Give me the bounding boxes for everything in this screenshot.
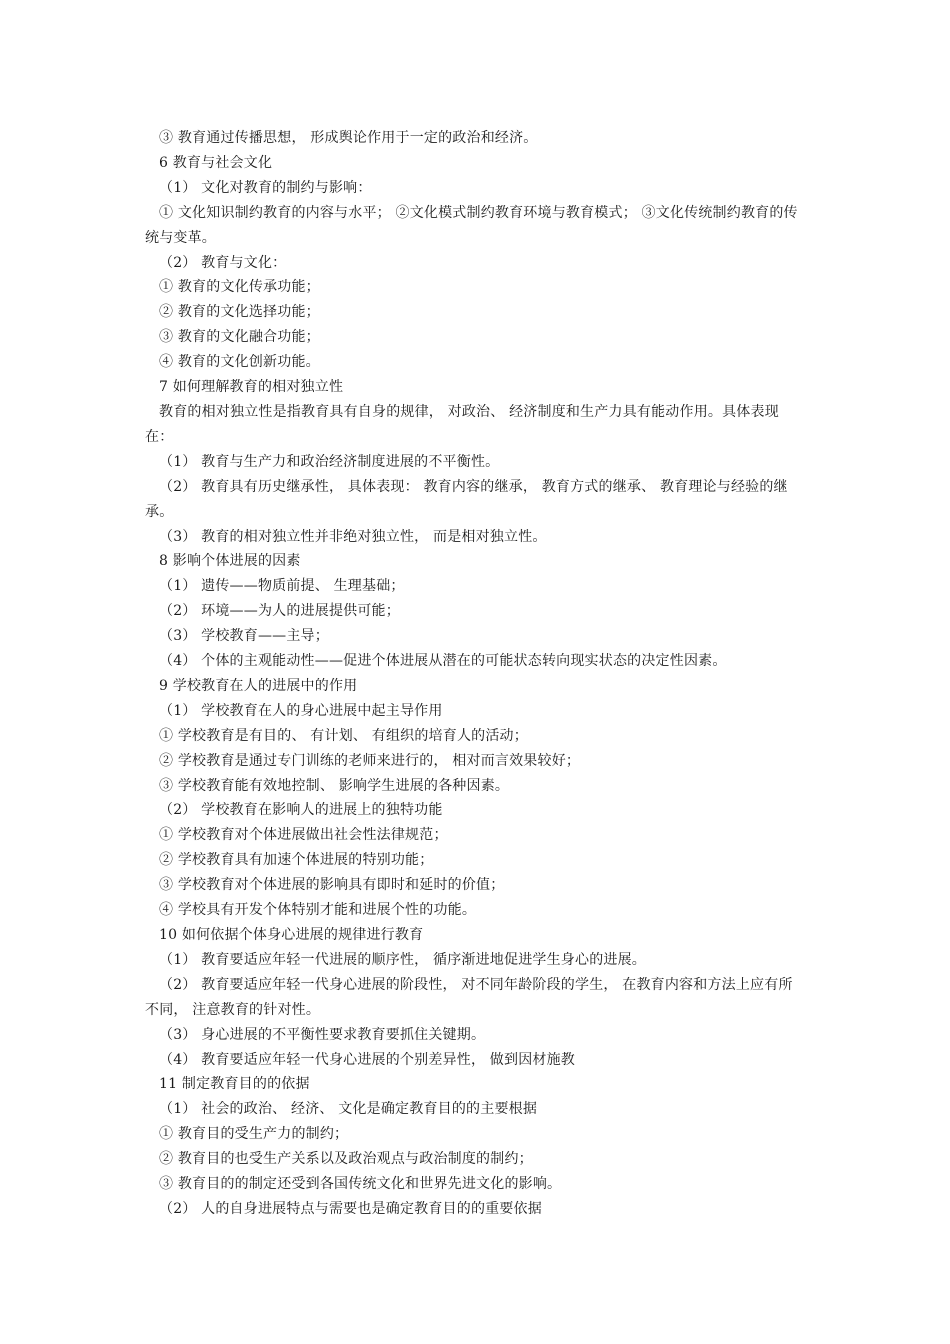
heading-6-education-culture: 6 教育与社会文化 [159,154,273,171]
item-9-1-point-2: ② 学校教育是通过专门训练的老师来进行的， 相对而言效果较好； [159,752,581,769]
item-9-1-point-1: ① 学校教育是有目的、 有计划、 有组织的培育人的活动； [159,727,528,744]
item-6-1: （1） 文化对教育的制约与影响： [159,179,372,196]
item-8-3: （3） 学校教育——主导； [159,628,329,645]
item-7-2: （2） 教育具有历史继承性， 具体表现： 教育内容的继承， 教育方式的继承、 教育理论与经验的继承。 [145,478,788,520]
item-10-1: （1） 教育要适应年轻一代进展的顺序性， 循序渐进地促进学生身心的进展。 [159,951,647,968]
heading-8-development-factors: 8 影响个体进展的因素 [159,553,301,570]
item-9-1-point-3: ③ 学校教育能有效地控制、 影响学生进展的各种因素。 [159,777,510,794]
item-11-1-point-2: ② 教育目的也受生产关系以及政治观点与政治制度的制约； [159,1151,533,1168]
point-3-education-public-opinion: ③ 教育通过传播思想， 形成舆论作用于一定的政治和经济。 [159,130,538,146]
item-9-2-point-4: ④ 学校具有开发个体特别才能和进展个性的功能。 [159,902,477,919]
item-6-2-point-4: ④ 教育的文化创新功能。 [159,354,320,371]
item-6-2-point-1: ① 教育的文化传承功能； [159,279,320,296]
paragraph-7-definition: 教育的相对独立性是指教育具有自身的规律， 对政治、 经济制度和生产力具有能动作用。具体表现在： [145,403,779,445]
item-8-2: （2） 环境——为人的进展提供可能； [159,603,400,620]
heading-9-school-education-role: 9 学校教育在人的进展中的作用 [159,677,358,694]
heading-11-education-goal-basis: 11 制定教育目的的依据 [159,1076,310,1093]
item-9-2-point-3: ③ 学校教育对个体进展的影响具有即时和延时的价值； [159,877,505,894]
heading-10-development-rules: 10 如何依据个体身心进展的规律进行教育 [159,927,424,943]
item-9-1: （1） 学校教育在人的身心进展中起主导作用 [159,702,443,719]
item-11-1: （1） 社会的政治、 经济、 文化是确定教育目的的主要根据 [159,1101,538,1118]
item-11-2: （2） 人的自身进展特点与需要也是确定教育目的的重要依据 [159,1200,542,1217]
heading-7-relative-independence: 7 如何理解教育的相对独立性 [159,379,344,396]
item-9-2-point-2: ② 学校教育具有加速个体进展的特别功能； [159,852,434,869]
item-6-2: （2） 教育与文化： [159,254,287,271]
item-10-4: （4） 教育要适应年轻一代身心进展的个别差异性， 做到因材施教 [159,1051,576,1068]
item-7-1: （1） 教育与生产力和政治经济制度进展的不平衡性。 [159,453,500,470]
item-9-2: （2） 学校教育在影响人的进展上的独特功能 [159,802,443,819]
item-7-3: （3） 教育的相对独立性并非绝对独立性， 而是相对独立性。 [159,528,547,545]
item-11-1-point-1: ① 教育目的受生产力的制约； [159,1126,349,1143]
item-6-1-points: ① 文化知识制约教育的内容与水平； ②文化模式制约教育环境与教育模式； ③文化传统制约教育的传统与变革。 [145,204,798,246]
item-9-2-point-1: ① 学校教育对个体进展做出社会性法律规范； [159,827,448,844]
item-6-2-point-2: ② 教育的文化选择功能； [159,304,320,321]
item-8-1: （1） 遗传——物质前提、 生理基础； [159,578,405,595]
item-6-2-point-3: ③ 教育的文化融合功能； [159,329,320,346]
item-10-3: （3） 身心进展的不平衡性要求教育要抓住关键期。 [159,1026,486,1043]
item-8-4: （4） 个体的主观能动性——促进个体进展从潜在的可能状态转向现实状态的决定性因素。 [159,653,727,670]
item-10-2: （2） 教育要适应年轻一代身心进展的阶段性， 对不同年龄阶段的学生， 在教育内容和方法上应有所不同， 注意教育的针对性。 [145,976,793,1018]
item-11-1-point-3: ③ 教育目的的制定还受到各国传统文化和世界先进文化的影响。 [159,1176,562,1193]
document-page [145,126,805,1222]
